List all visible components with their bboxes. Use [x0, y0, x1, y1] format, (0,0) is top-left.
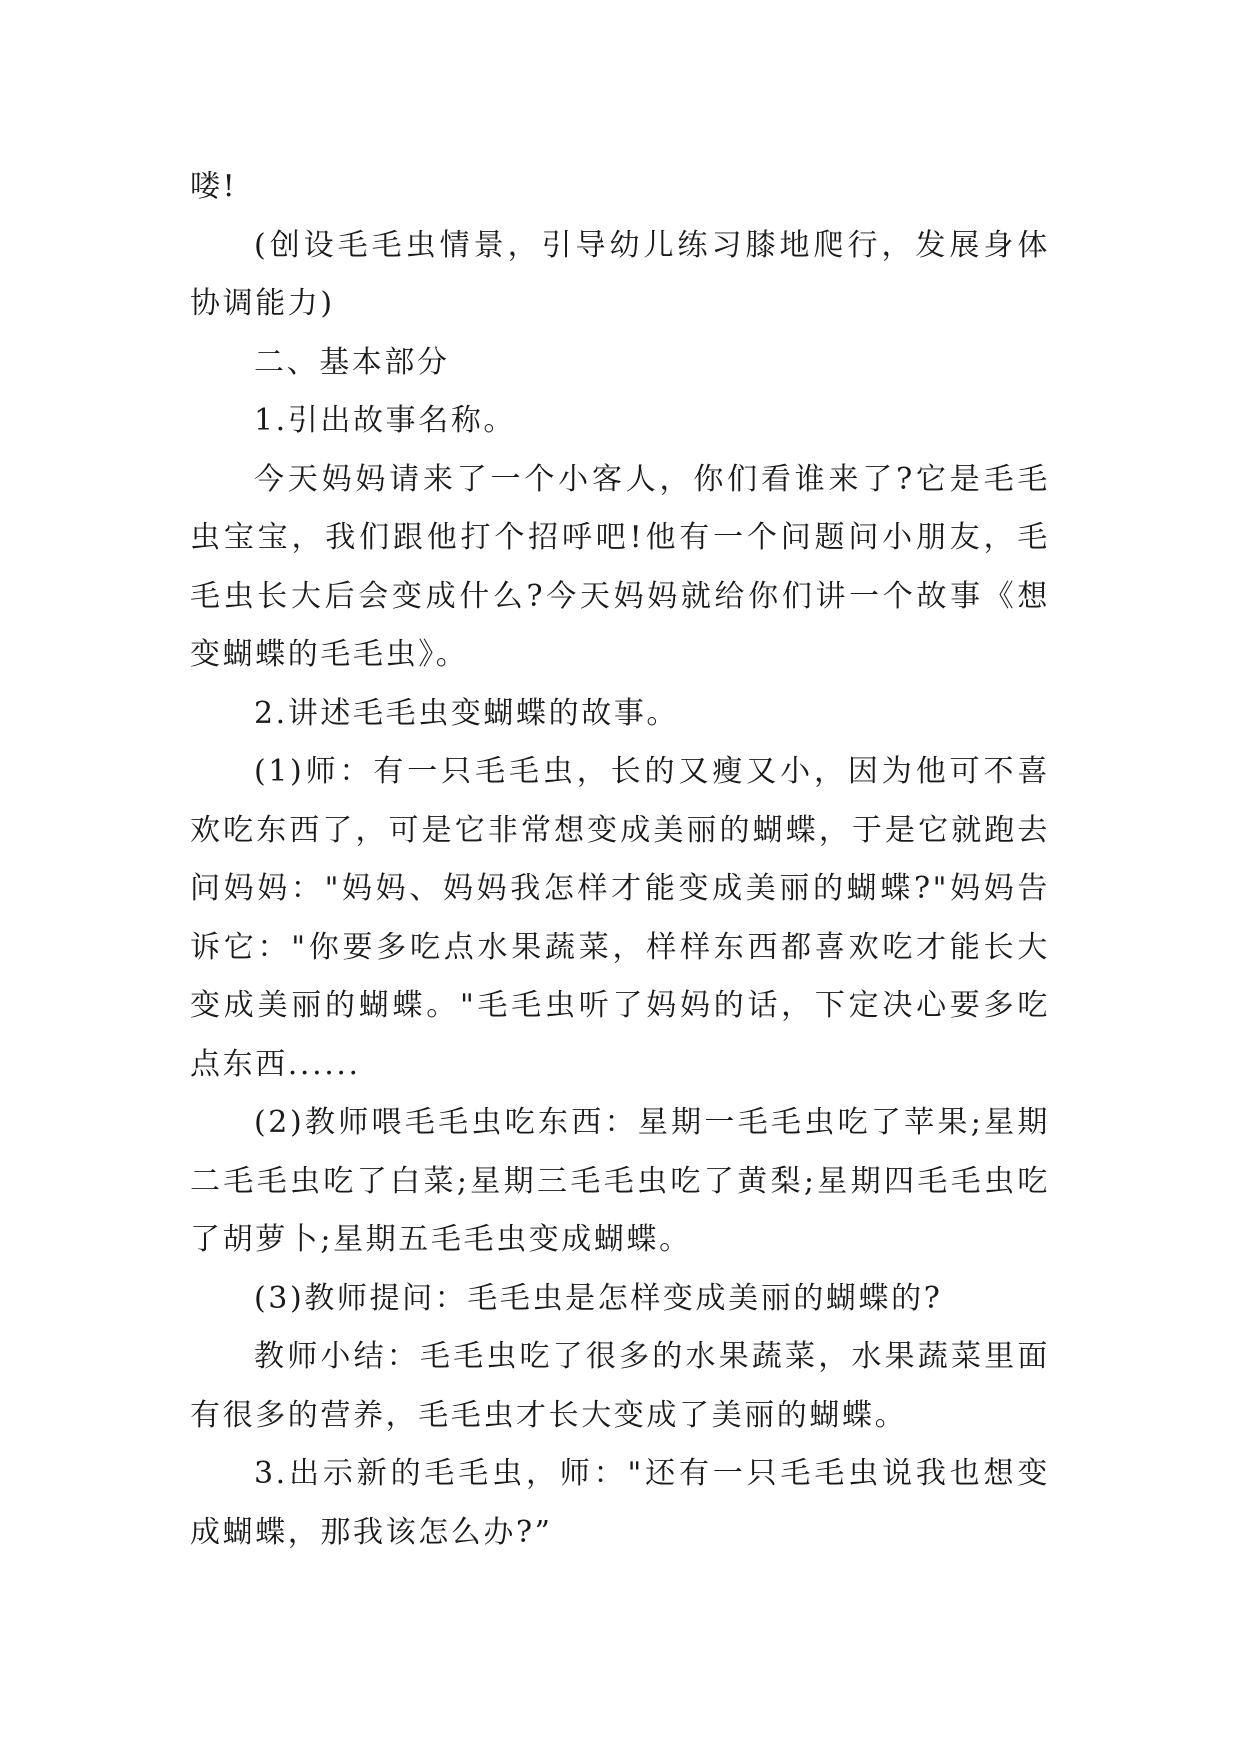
document-body [190, 158, 1050, 1562]
paragraph-introduction: 今天妈妈请来了一个小客人，你们看谁来了?它是毛毛虫宝宝，我们跟他打个招呼吧!他有一个问题问小朋友，毛毛虫长大后会变成什么?今天妈妈就给你们讲一个故事《想变蝴蝶的毛毛虫》。 [190, 461, 1050, 672]
paragraph-continuation: 喽! [190, 169, 238, 204]
paragraph-activity-note: (创设毛毛虫情景，引导幼儿练习膝地爬行，发展身体协调能力) [190, 227, 1050, 321]
step-3-paragraph: 3.出示新的毛毛虫，师："还有一只毛毛虫说我也想变成蝴蝶，那我该怎么办?” [190, 1456, 1050, 1550]
paragraph-story-part-2: (2)教师喂毛毛虫吃东西：星期一毛毛虫吃了苹果;星期二毛毛虫吃了白菜;星期三毛毛虫吃了黄梨;星期四毛毛虫吃了胡萝卜;星期五毛毛虫变成蝴蝶。 [190, 1105, 1050, 1257]
step-1-heading: 1.引出故事名称。 [254, 403, 517, 438]
paragraph-teacher-question: (3)教师提问：毛毛虫是怎样变成美丽的蝴蝶的? [254, 1280, 943, 1316]
paragraph-teacher-summary: 教师小结：毛毛虫吃了很多的水果蔬菜，水果蔬菜里面有很多的营养，毛毛虫才长大变成了美丽的蝴蝶。 [190, 1339, 1050, 1433]
paragraph-story-part-1: (1)师：有一只毛毛虫，长的又瘦又小，因为他可不喜欢吃东西了，可是它非常想变成美丽的蝴蝶，于是它就跑去问妈妈："妈妈、妈妈我怎样才能变成美丽的蝴蝶?"妈妈告诉它："你要多吃点水果蔬菜，样样东西都喜欢吃才能长大变成美丽的蝴蝶。"毛毛虫听了妈妈的话，下定决心要多吃点东西...... [190, 754, 1050, 1082]
step-2-heading: 2.讲述毛毛虫变蝴蝶的故事。 [254, 695, 680, 731]
section-heading-basic-part: 二、基本部分 [254, 344, 450, 380]
